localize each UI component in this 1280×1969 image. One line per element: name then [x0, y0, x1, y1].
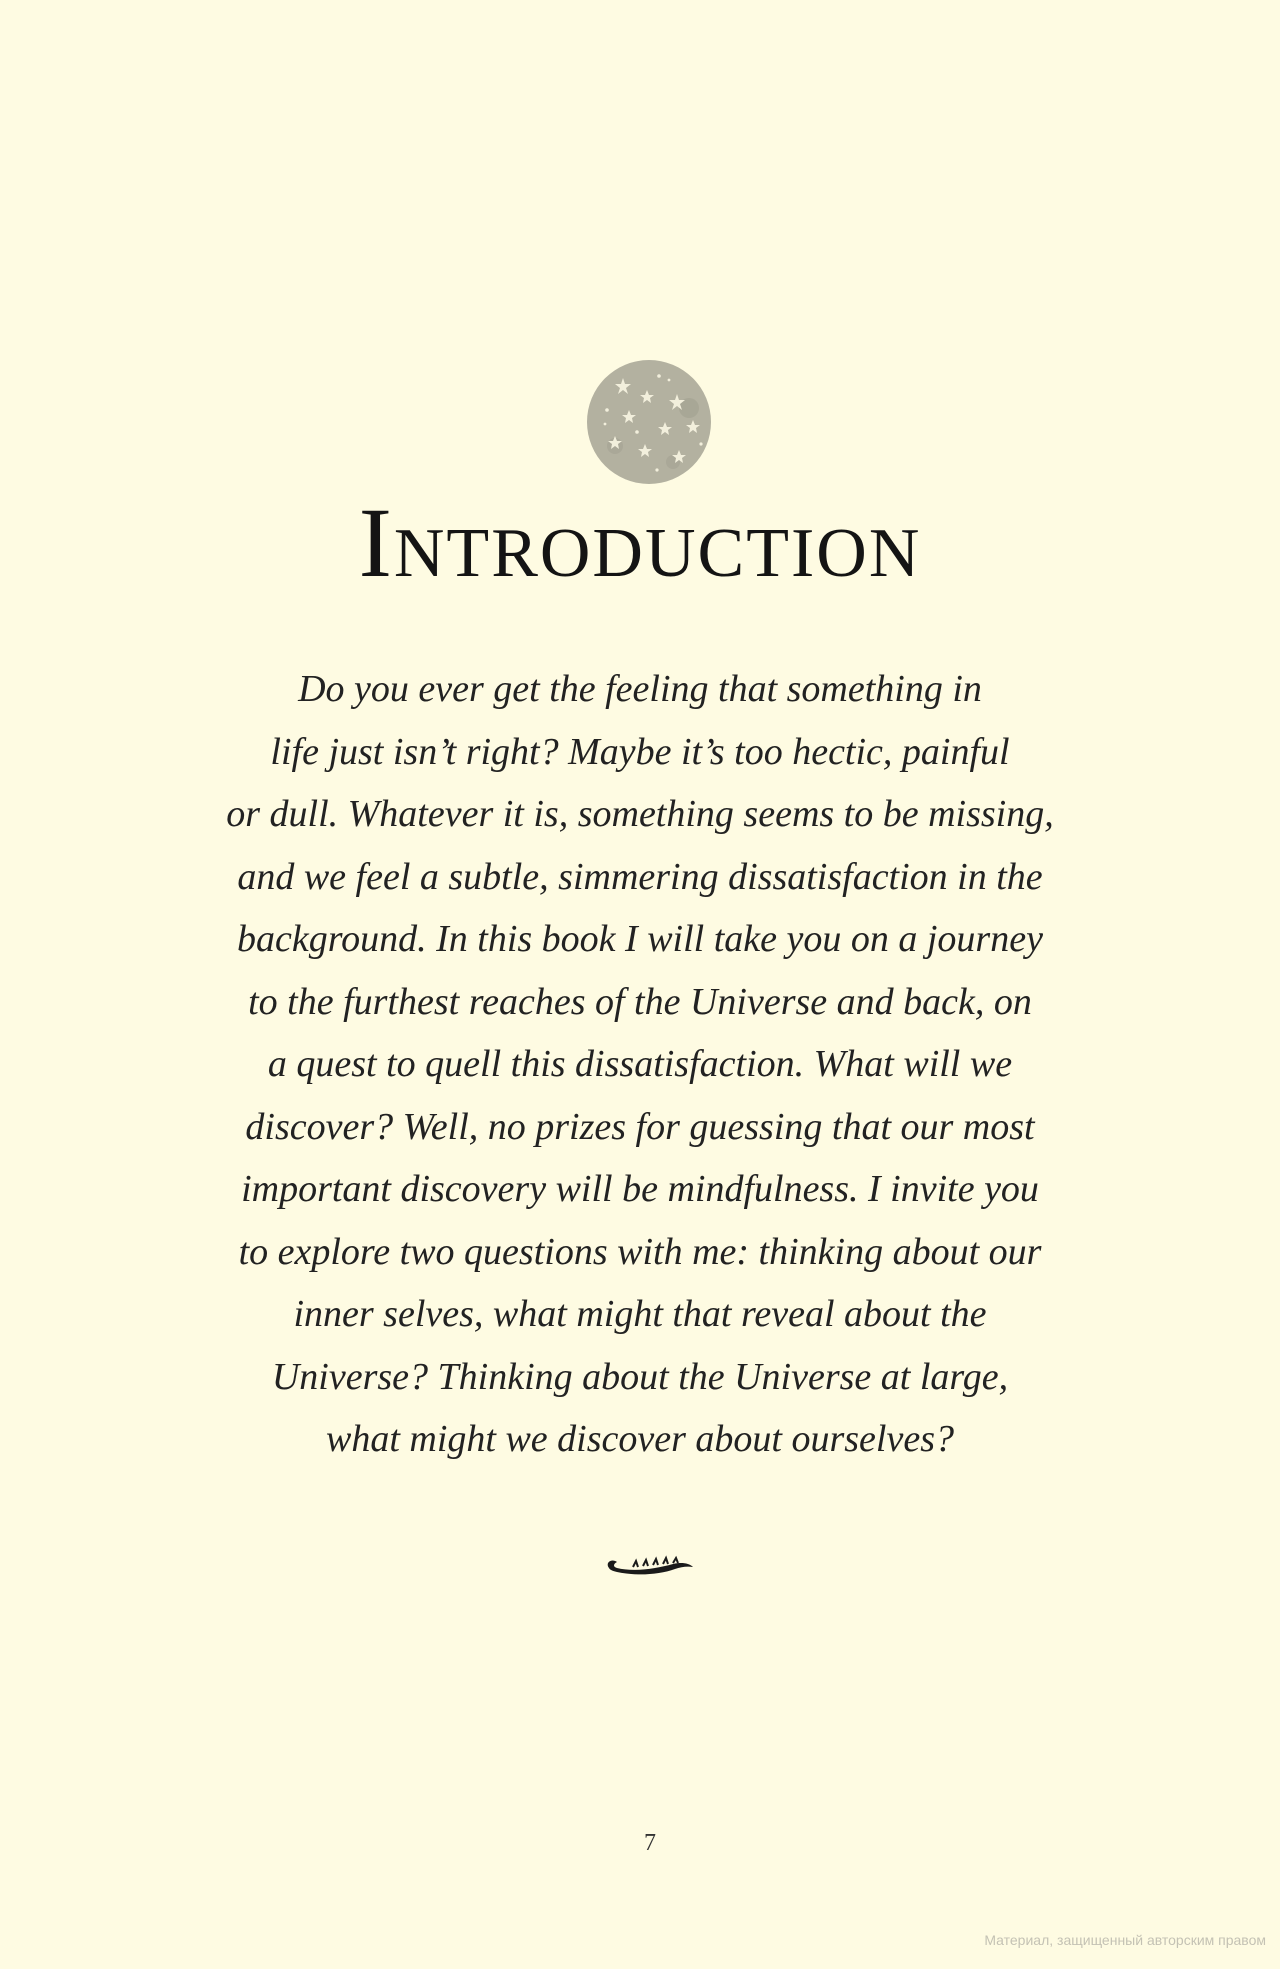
- flourish-icon: [603, 1553, 695, 1579]
- chapter-title: Introduction: [358, 487, 922, 598]
- paragraph-line: and we feel a subtle, simmering dissatisfaction in the: [237, 855, 1043, 898]
- paragraph-line: what might we discover about ourselves?: [326, 1418, 954, 1460]
- paragraph-line: Do you ever get the feeling that something in: [298, 668, 982, 710]
- intro-paragraph: [200, 658, 1080, 1471]
- paragraph-line: important discovery will be mindfulness. I invite you: [241, 1168, 1039, 1210]
- paragraph-line: inner selves, what might that reveal about the: [293, 1293, 987, 1335]
- paragraph-line: Universe? Thinking about the Universe at large,: [271, 1355, 1009, 1398]
- paragraph-line: a quest to quell this dissatisfaction. What will we: [267, 1043, 1013, 1085]
- moon-icon: [585, 358, 713, 486]
- paragraph-line: to explore two questions with me: thinking about our: [238, 1230, 1042, 1273]
- paragraph-line: life just isn’t right? Maybe it’s too hectic, painful: [270, 730, 1010, 773]
- paragraph-line: discover? Well, no prizes for guessing that our most: [245, 1105, 1035, 1148]
- copyright-watermark: Материал, защищенный авторским правом: [984, 1932, 1266, 1948]
- paragraph-line: to the furthest reaches of the Universe and back, on: [248, 980, 1032, 1023]
- paragraph-line: background. In this book I will take you on a journey: [237, 918, 1043, 960]
- paragraph-line: or dull. Whatever it is, something seems to be missing,: [226, 793, 1054, 835]
- page-number: 7: [644, 1830, 656, 1856]
